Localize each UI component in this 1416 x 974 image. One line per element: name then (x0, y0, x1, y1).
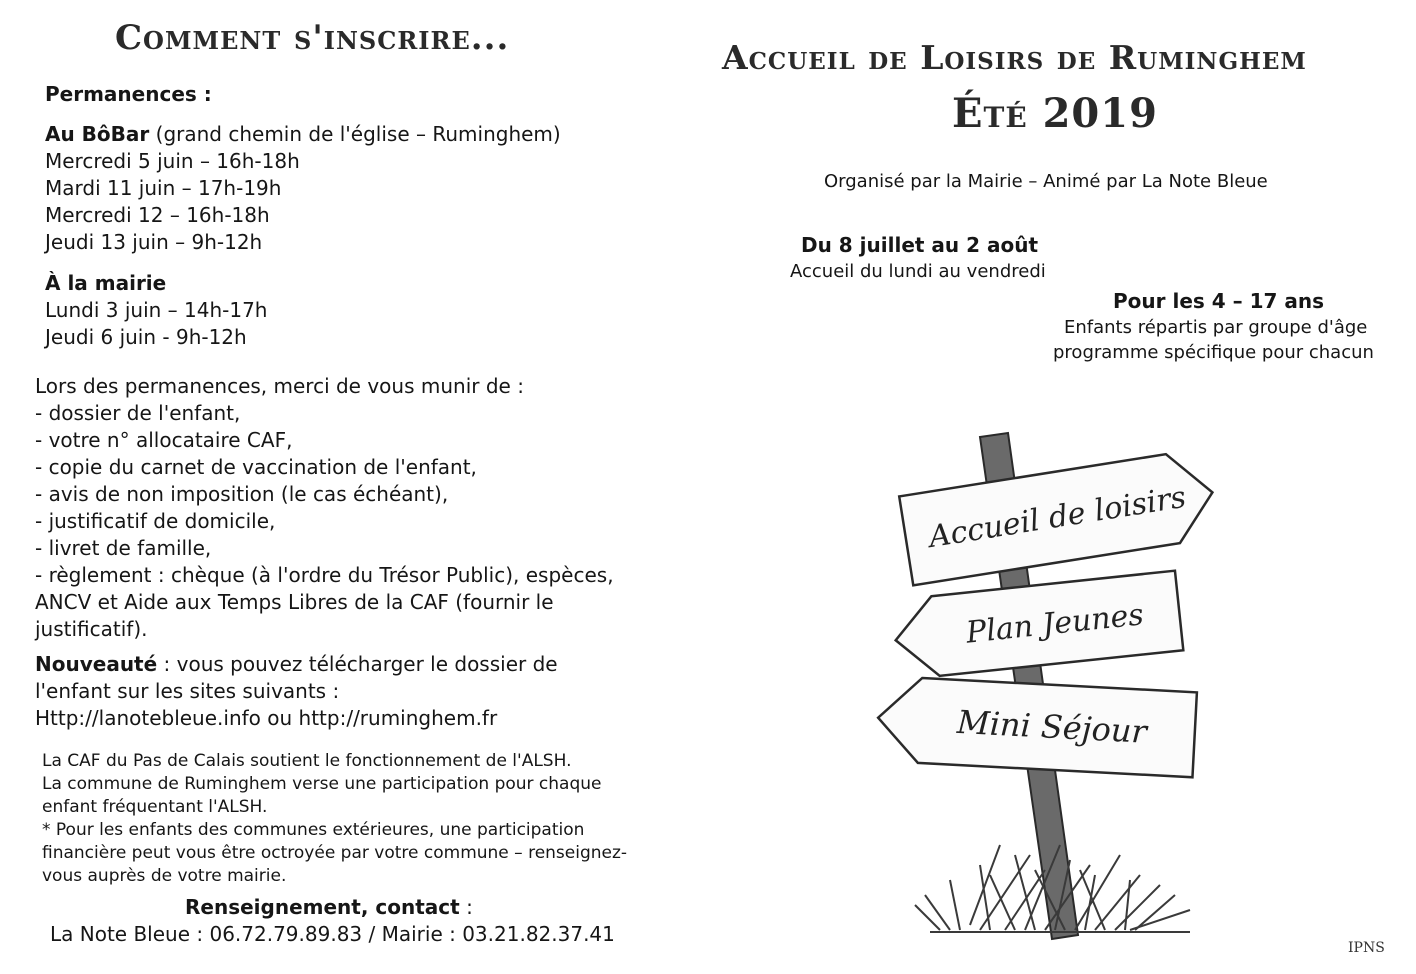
document-item: justificatif). (35, 617, 148, 641)
document-item: - justificatif de domicile, (35, 509, 276, 533)
bobar-date: Jeudi 13 juin – 9h-12h (45, 230, 263, 254)
document-item: - règlement : chèque (à l'ordre du Trésor Public), espèces, (35, 563, 614, 587)
bobar-name: Au BôBar (45, 122, 150, 146)
right-title: Accueil de Loisirs de Ruminghem (722, 38, 1307, 77)
caf-line: La commune de Ruminghem verse une participation pour chaque (42, 774, 602, 794)
ages-line: Pour les 4 – 17 ans (1113, 289, 1325, 313)
nouveaute-detail: l'enfant sur les sites suivants : (35, 679, 340, 703)
contact-colon: : (459, 895, 473, 919)
permanences-label: Permanences : (45, 82, 212, 106)
nouveaute-text: : vous pouvez télécharger le dossier de (157, 652, 558, 676)
year-title: Été 2019 (952, 90, 1158, 137)
programme-line: programme spécifique pour chacun (1053, 342, 1374, 363)
sign-plan-jeunes (892, 571, 1184, 680)
sign-label: Mini Séjour (956, 702, 1148, 751)
document-item: - votre n° allocataire CAF, (35, 428, 293, 452)
caf-line: * Pour les enfants des communes extérieures, une participation (42, 820, 585, 840)
mairie-date: Jeudi 6 juin - 9h-12h (45, 325, 247, 349)
contact-phones: La Note Bleue : 06.72.79.89.83 / Mairie : 03.21.82.37.41 (50, 922, 615, 946)
contact-label: Renseignement, contact (185, 895, 460, 919)
groupes-line: Enfants répartis par groupe d'âge (1064, 317, 1368, 338)
document-item: - copie du carnet de vaccination de l'enfant, (35, 455, 477, 479)
sign-mini-sejour (876, 676, 1197, 777)
mairie-date: Lundi 3 juin – 14h-17h (45, 298, 268, 322)
ipns-mark: IPNS (1348, 940, 1385, 956)
websites-line: Http://lanotebleue.info ou http://ruminghem.fr (35, 706, 498, 730)
document-item: - dossier de l'enfant, (35, 401, 241, 425)
caf-line: vous auprès de votre mairie. (42, 866, 287, 886)
sign-label: Plan Jeunes (964, 597, 1146, 651)
mairie-label: À la mairie (45, 271, 167, 295)
nouveaute-line (35, 652, 558, 676)
dates-line: Du 8 juillet au 2 août (801, 233, 1039, 257)
caf-line: La CAF du Pas de Calais soutient le fonctionnement de l'ALSH. (42, 751, 572, 771)
document-item: ANCV et Aide aux Temps Libres de la CAF (fournir le (35, 590, 554, 614)
bobar-date: Mercredi 5 juin – 16h-18h (45, 149, 300, 173)
bobar-date: Mardi 11 juin – 17h-19h (45, 176, 282, 200)
documents-intro: Lors des permanences, merci de vous munir de : (35, 374, 524, 398)
document-item: - avis de non imposition (le cas échéant), (35, 482, 449, 506)
caf-line: financière peut vous être octroyée par votre commune – renseignez- (42, 843, 628, 863)
bobar-date: Mercredi 12 – 16h-18h (45, 203, 270, 227)
caf-line: enfant fréquentant l'ALSH. (42, 797, 268, 817)
bobar-line (45, 122, 561, 146)
nouveaute-label: Nouveauté (35, 652, 158, 676)
signpost-illustration (830, 425, 1250, 945)
organise-line: Organisé par la Mairie – Animé par La Note Bleue (824, 171, 1268, 192)
sign-label: Accueil de loisirs (926, 479, 1189, 556)
accueil-line: Accueil du lundi au vendredi (790, 261, 1046, 282)
contact-heading (185, 895, 473, 919)
bobar-place: (grand chemin de l'église – Ruminghem) (149, 122, 561, 146)
left-panel (0, 0, 700, 974)
left-title: Comment s'inscrire... (115, 18, 510, 58)
right-panel (700, 0, 1416, 974)
document-item: - livret de famille, (35, 536, 212, 560)
sign-accueil (899, 448, 1219, 585)
